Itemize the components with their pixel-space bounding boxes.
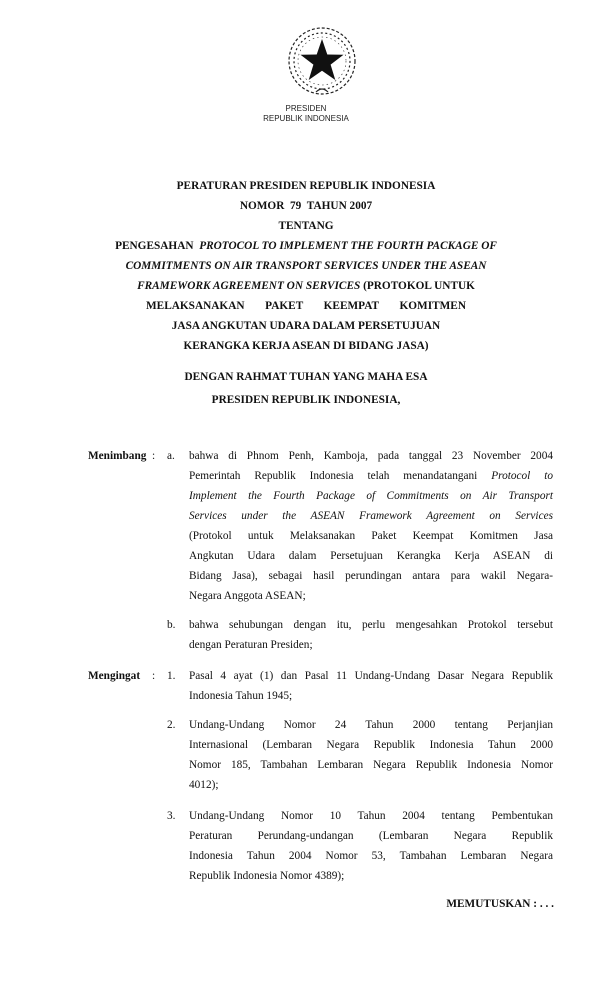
paragraph-line bbox=[189, 775, 553, 795]
item-paragraph bbox=[189, 446, 553, 606]
preamble-president: PRESIDEN REPUBLIK INDONESIA, bbox=[211, 394, 401, 406]
title-italic-text: COMMITMENTS ON AIR TRANSPORT SERVICES UNDER THE ASEAN bbox=[125, 260, 487, 272]
item-number: a. bbox=[167, 450, 175, 462]
title-subject-line bbox=[0, 256, 612, 276]
paragraph-line bbox=[189, 666, 553, 686]
text: 4012); bbox=[189, 779, 219, 791]
title-text: (PROTOKOL UNTUK bbox=[360, 280, 475, 292]
paragraph-line bbox=[189, 735, 553, 755]
paragraph-line bbox=[189, 866, 553, 886]
item-number: 1. bbox=[167, 670, 176, 682]
paragraph-line bbox=[189, 466, 553, 486]
text: Undang-Undang Nomor 24 Tahun 2000 tentang Perjanjian bbox=[189, 719, 553, 731]
title-regulation: PERATURAN PRESIDEN REPUBLIK INDONESIA bbox=[176, 180, 436, 192]
text: Pasal 4 ayat (1) dan Pasal 11 Undang-Undang Dasar Negara Republik bbox=[189, 670, 553, 682]
title-italic-text: FRAMEWORK AGREEMENT ON SERVICES bbox=[137, 280, 361, 292]
italic-text: Implement the Fourth Package of Commitments on Air Transport bbox=[189, 490, 553, 502]
paragraph-line bbox=[189, 826, 553, 846]
text: (Protokol untuk Melaksanakan Paket Keempat Komitmen Jasa bbox=[189, 530, 553, 542]
item-number: 2. bbox=[167, 719, 176, 731]
section-label: Mengingat bbox=[88, 670, 141, 682]
paragraph-line bbox=[189, 846, 553, 866]
text: Peraturan Perundang-undangan (Lembaran Negara Republik bbox=[189, 830, 553, 842]
title-text: PENGESAHAN bbox=[115, 240, 200, 252]
title-tentang: TENTANG bbox=[278, 220, 334, 232]
section-colon: : bbox=[152, 670, 156, 682]
paragraph-line bbox=[189, 615, 553, 635]
text: Bidang Jasa), sebagai hasil perundingan antara para wakil Negara- bbox=[189, 570, 553, 582]
paragraph-line bbox=[189, 635, 553, 655]
paragraph-line bbox=[189, 755, 553, 775]
text: bahwa di Phnom Penh, Kamboja, pada tanggal 23 November 2004 bbox=[189, 450, 553, 462]
item-paragraph bbox=[189, 715, 553, 795]
item-number: b. bbox=[167, 619, 176, 631]
section-colon: : bbox=[152, 450, 156, 462]
text: Internasional (Lembaran Negara Republik Indonesia Tahun 2000 bbox=[189, 739, 553, 751]
text: bahwa sehubungan dengan itu, perlu mengesahkan Protokol tersebut bbox=[189, 619, 553, 631]
item-paragraph bbox=[189, 806, 553, 886]
paragraph-line bbox=[189, 446, 553, 466]
letterhead-presiden: PRESIDEN bbox=[285, 104, 327, 113]
presidential-seal-emblem bbox=[282, 24, 362, 100]
paragraph-line bbox=[189, 506, 553, 526]
paragraph-line bbox=[189, 526, 553, 546]
text: Angkutan Udara dalam Persetujuan Kerangka Kerja ASEAN di bbox=[189, 550, 553, 562]
letterhead-republik-indonesia: REPUBLIK INDONESIA bbox=[263, 114, 349, 123]
text: Indonesia Tahun 1945; bbox=[189, 690, 293, 702]
title-number: NOMOR 79 TAHUN 2007 bbox=[239, 200, 373, 212]
paragraph-line bbox=[189, 566, 553, 586]
paragraph-line bbox=[189, 686, 553, 706]
paragraph-line bbox=[189, 715, 553, 735]
paragraph-line bbox=[189, 806, 553, 826]
section-label: Menimbang bbox=[88, 450, 147, 462]
text: Undang-Undang Nomor 10 Tahun 2004 tentang Pembentukan bbox=[189, 810, 553, 822]
title-subject-line: KERANGKA KERJA ASEAN DI BIDANG JASA) bbox=[183, 340, 429, 352]
document-title bbox=[0, 176, 612, 356]
item-paragraph bbox=[189, 666, 553, 706]
title-subject-line bbox=[0, 276, 612, 296]
title-subject-line: MELAKSANAKAN PAKET KEEMPAT KOMITMEN bbox=[146, 300, 466, 312]
continuation-marker: MEMUTUSKAN : . . . bbox=[446, 898, 554, 910]
text: Republik Indonesia Nomor 4389); bbox=[189, 870, 345, 882]
item-number: 3. bbox=[167, 810, 176, 822]
text: Negara Anggota ASEAN; bbox=[189, 590, 306, 602]
text: Nomor 185, Tambahan Lembaran Negara Republik Indonesia Nomor bbox=[189, 759, 553, 771]
title-italic-text: PROTOCOL TO IMPLEMENT THE FOURTH PACKAGE OF bbox=[199, 240, 497, 252]
preamble bbox=[0, 367, 612, 410]
title-subject-line bbox=[0, 236, 612, 256]
item-paragraph bbox=[189, 615, 553, 655]
text: Pemerintah Republik Indonesia telah menandatangani bbox=[189, 470, 492, 482]
paragraph-line bbox=[189, 546, 553, 566]
text: Indonesia Tahun 2004 Nomor 53, Tambahan Lembaran Negara bbox=[189, 850, 553, 862]
preamble-grace: DENGAN RAHMAT TUHAN YANG MAHA ESA bbox=[184, 371, 428, 383]
paragraph-line bbox=[189, 486, 553, 506]
title-subject-line: JASA ANGKUTAN UDARA DALAM PERSETUJUAN bbox=[171, 320, 441, 332]
text: dengan Peraturan Presiden; bbox=[189, 639, 313, 651]
paragraph-line bbox=[189, 586, 553, 606]
italic-text: Services under the ASEAN Framework Agreement on Services bbox=[189, 510, 553, 522]
italic-text: Protocol to bbox=[491, 470, 553, 482]
